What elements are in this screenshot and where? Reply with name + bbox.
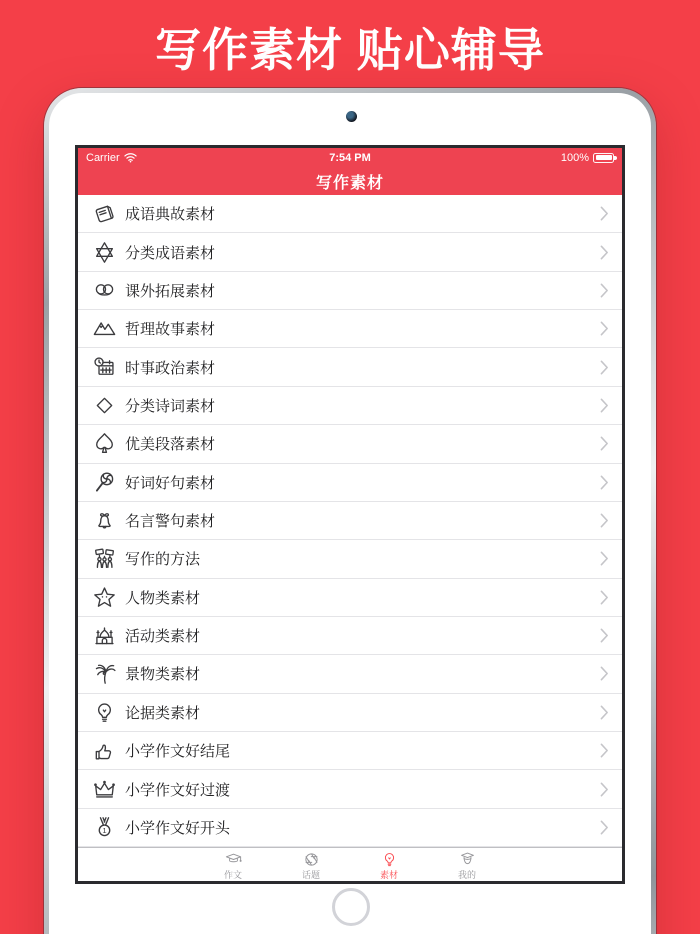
list-item-label: 景物类素材 [125,666,201,684]
list-item-label: 名言警句素材 [125,513,216,531]
list-item[interactable] [78,272,622,310]
list-item[interactable] [78,502,622,540]
list-item-label: 优美段落素材 [125,436,216,454]
star-face-icon [90,583,118,611]
wifi-icon [124,152,137,163]
hexagram-star-icon [90,238,118,266]
graduation-cap-icon [224,850,243,869]
mosque-icon [90,622,118,650]
list-item[interactable] [78,770,622,808]
list-item-label: 课外拓展素材 [125,282,216,300]
crown-icon [90,775,118,803]
chevron-right-icon [600,475,609,490]
list-item-label: 分类诗词素材 [125,397,216,415]
list-item[interactable] [78,617,622,655]
nav-title: 写作素材 [315,174,384,192]
chevron-right-icon [600,360,609,375]
tab-essay[interactable] [205,848,262,881]
nav-bar [78,167,622,195]
list-item[interactable] [78,732,622,770]
chevron-right-icon [600,398,609,413]
tab-mine[interactable] [439,848,496,881]
spade-icon [90,430,118,458]
list-item-label: 成语典故素材 [125,206,216,224]
battery-icon [593,153,614,163]
list-item-label: 时事政治素材 [125,359,216,377]
crowd-banners-icon [90,545,118,573]
home-button[interactable] [332,888,370,926]
tab-topics[interactable] [283,848,340,881]
list-item[interactable] [78,540,622,578]
lightbulb-icon [90,698,118,726]
chevron-right-icon [600,820,609,835]
tab-bar [78,847,622,881]
chevron-right-icon [600,513,609,528]
list-item-label: 活动类素材 [125,628,201,646]
palm-tree-icon [90,660,118,688]
chevron-right-icon [600,321,609,336]
list-item[interactable] [78,694,622,732]
chevron-right-icon [600,436,609,451]
front-camera [346,111,357,122]
bell-icon [90,507,118,535]
calendar-clock-icon [90,353,118,381]
chevron-right-icon [600,283,609,298]
list-item[interactable] [78,233,622,271]
tab-label: 话题 [301,869,320,880]
list-item[interactable] [78,655,622,693]
ipad-device [44,88,656,934]
medal-icon [90,813,118,841]
chevron-right-icon [600,551,609,566]
headline: 写作素材 贴心辅导 [155,24,545,76]
status-bar [78,148,622,167]
carrier-label: Carrier [86,151,120,164]
thumbs-up-icon [90,737,118,765]
list-item-label: 人物类素材 [125,589,201,607]
pretzel-icon [90,276,118,304]
book-icon [90,200,118,228]
svg-text:1: 1 [101,825,107,835]
lollipop-icon [90,468,118,496]
battery-percent-label: 100% [560,151,589,164]
chevron-right-icon [600,628,609,643]
list-item[interactable] [78,425,622,463]
list-item[interactable] [78,195,622,233]
tab-label: 我的 [457,869,476,880]
list-item-label: 好词好句素材 [125,474,216,492]
list-item[interactable] [78,348,622,386]
chevron-right-icon [600,782,609,797]
list-item-label: 小学作文好结尾 [125,743,231,761]
list-item-label: 小学作文好开头 [125,819,231,837]
materials-list [78,195,622,847]
student-face-icon [458,850,477,869]
aperture-icon [302,850,321,869]
list-item-label: 论据类素材 [125,704,201,722]
clock-label: 7:54 PM [329,151,371,164]
list-item-label: 分类成语素材 [125,244,216,262]
chevron-right-icon [600,705,609,720]
list-item[interactable] [78,809,622,847]
list-item-label: 哲理故事素材 [125,321,216,339]
app-screen [75,145,625,884]
ipad-bezel [49,93,651,934]
chevron-right-icon [600,245,609,260]
chevron-right-icon [600,206,609,221]
diamond-icon [90,391,118,419]
list-item[interactable] [78,310,622,348]
mountains-icon [90,315,118,343]
chevron-right-icon [600,590,609,605]
tab-materials[interactable] [361,848,418,881]
chevron-right-icon [600,743,609,758]
list-item-label: 小学作文好过渡 [125,781,231,799]
list-item[interactable] [78,464,622,502]
chevron-right-icon [600,666,609,681]
list-item[interactable] [78,387,622,425]
lightbulb-icon [380,850,399,869]
tab-label: 作文 [223,869,242,880]
list-item[interactable] [78,579,622,617]
tab-label: 素材 [379,869,398,880]
list-item-label: 写作的方法 [125,551,201,569]
